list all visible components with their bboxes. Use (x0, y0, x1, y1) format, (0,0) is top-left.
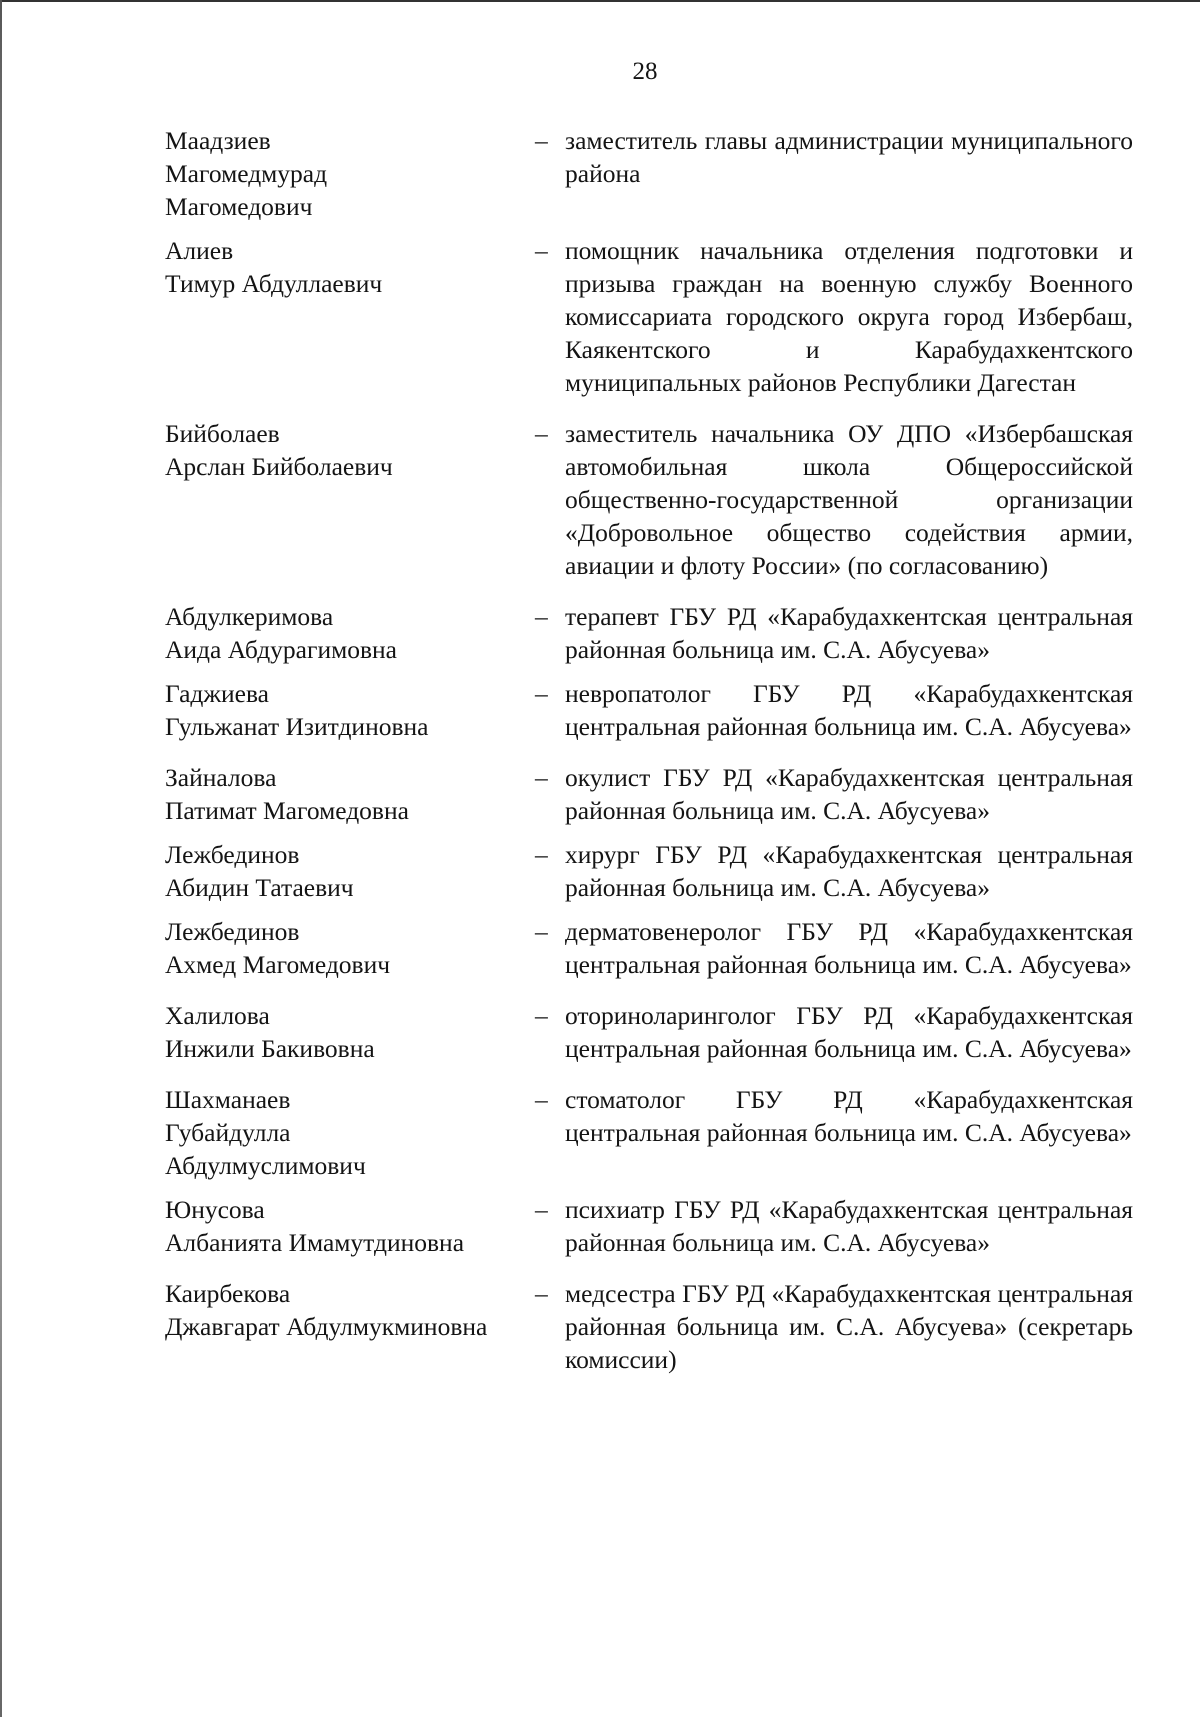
name-line: Албанията Имамутдиновна (165, 1228, 465, 1257)
page-number: 28 (632, 58, 658, 85)
name-line: Гульжанат Изитдиновна (165, 712, 429, 741)
member-role: заместитель главы администрации муниципального района (565, 126, 1133, 188)
dash-separator: – (535, 1279, 548, 1308)
member-role: помощник начальника отделения подготовки и призыва граждан на военную службу Военного комиссариата городского округа город Избербаш, Каякентского и Карабудахкентского муниципальных районов Республики Дагестан (565, 236, 1133, 397)
commission-member-list (0, 124, 1200, 1387)
name-line: Аида Абдурагимовна (165, 635, 397, 664)
member-role: психиатр ГБУ РД «Карабудахкентская центральная районная больница им. С.А. Абусуева» (565, 1195, 1133, 1257)
member-name (165, 1277, 535, 1343)
dash-separator: – (535, 679, 548, 708)
member-entry (0, 124, 1200, 223)
member-role: терапевт ГБУ РД «Карабудахкентская центральная районная больница им. С.А. Абусуева» (565, 602, 1133, 664)
name-line: Шахманаев (165, 1085, 291, 1114)
name-line: Лежбединов (165, 917, 300, 946)
dash-separator: – (535, 1195, 548, 1224)
member-entry (0, 417, 1200, 582)
name-line: Джавгарат Абдулмукминовна (165, 1312, 488, 1341)
member-name (165, 761, 535, 827)
member-name (165, 838, 535, 904)
member-name (165, 1083, 535, 1182)
member-role: заместитель начальника ОУ ДПО «Избербашская автомобильная школа Общероссийской общественно-государственной организации «Добровольное общество содействия армии, авиации и флоту России» (по согласованию) (565, 419, 1133, 580)
member-name (165, 124, 535, 223)
member-entry (0, 234, 1200, 399)
name-line: Инжили Бакивовна (165, 1034, 375, 1063)
name-line: Губайдулла (165, 1118, 291, 1147)
name-line: Алиев (165, 236, 234, 265)
member-role: стоматолог ГБУ РД «Карабудахкентская центральная районная больница им. С.А. Абусуева» (565, 1085, 1133, 1147)
name-line: Бийболаев (165, 419, 280, 448)
member-name (165, 417, 535, 483)
dash-separator: – (535, 1085, 548, 1114)
member-entry (0, 915, 1200, 981)
name-line: Тимур Абдуллаевич (165, 269, 383, 298)
name-line: Ахмед Магомедович (165, 950, 391, 979)
name-line: Маадзиев (165, 126, 271, 155)
name-line: Абдулмуслимович (165, 1151, 366, 1180)
name-line: Гаджиева (165, 679, 270, 708)
name-line: Юнусова (165, 1195, 265, 1224)
name-line: Зайналова (165, 763, 277, 792)
member-entry (0, 838, 1200, 904)
member-name (165, 915, 535, 981)
member-name (165, 999, 535, 1065)
name-line: Абдулкеримова (165, 602, 334, 631)
dash-separator: – (535, 763, 548, 792)
dash-separator: – (535, 840, 548, 869)
name-line: Арслан Бийболаевич (165, 452, 393, 481)
member-entry (0, 761, 1200, 827)
member-entry (0, 600, 1200, 666)
member-role: дерматовенеролог ГБУ РД «Карабудахкентская центральная районная больница им. С.А. Абусуева» (565, 917, 1133, 979)
scan-top-edge (0, 0, 1200, 2)
member-name (165, 677, 535, 743)
member-name (165, 234, 535, 300)
name-line: Лежбединов (165, 840, 300, 869)
dash-separator: – (535, 1001, 548, 1030)
dash-separator: – (535, 419, 548, 448)
name-line: Магомедмурад (165, 159, 328, 188)
dash-separator: – (535, 917, 548, 946)
member-role: медсестра ГБУ РД «Карабудахкентская центральная районная больница им. С.А. Абусуева» (секретарь комиссии) (565, 1279, 1133, 1374)
name-line: Халилова (165, 1001, 270, 1030)
name-line: Магомедович (165, 192, 313, 221)
member-entry (0, 1083, 1200, 1182)
member-role: оториноларинголог ГБУ РД «Карабудахкентская центральная районная больница им. С.А. Абусуева» (565, 1001, 1133, 1063)
name-line: Патимат Магомедовна (165, 796, 409, 825)
member-entry (0, 999, 1200, 1065)
name-line: Каирбекова (165, 1279, 291, 1308)
member-entry (0, 1193, 1200, 1259)
member-name (165, 600, 535, 666)
dash-separator: – (535, 126, 548, 155)
dash-separator: – (535, 602, 548, 631)
member-role: хирург ГБУ РД «Карабудахкентская центральная районная больница им. С.А. Абусуева» (565, 840, 1133, 902)
name-line: Абидин Татаевич (165, 873, 354, 902)
member-name (165, 1193, 535, 1259)
dash-separator: – (535, 236, 548, 265)
member-role: невропатолог ГБУ РД «Карабудахкентская центральная районная больница им. С.А. Абусуева» (565, 679, 1133, 741)
member-entry (0, 1277, 1200, 1376)
member-entry (0, 677, 1200, 743)
member-role: окулист ГБУ РД «Карабудахкентская центральная районная больница им. С.А. Абусуева» (565, 763, 1133, 825)
